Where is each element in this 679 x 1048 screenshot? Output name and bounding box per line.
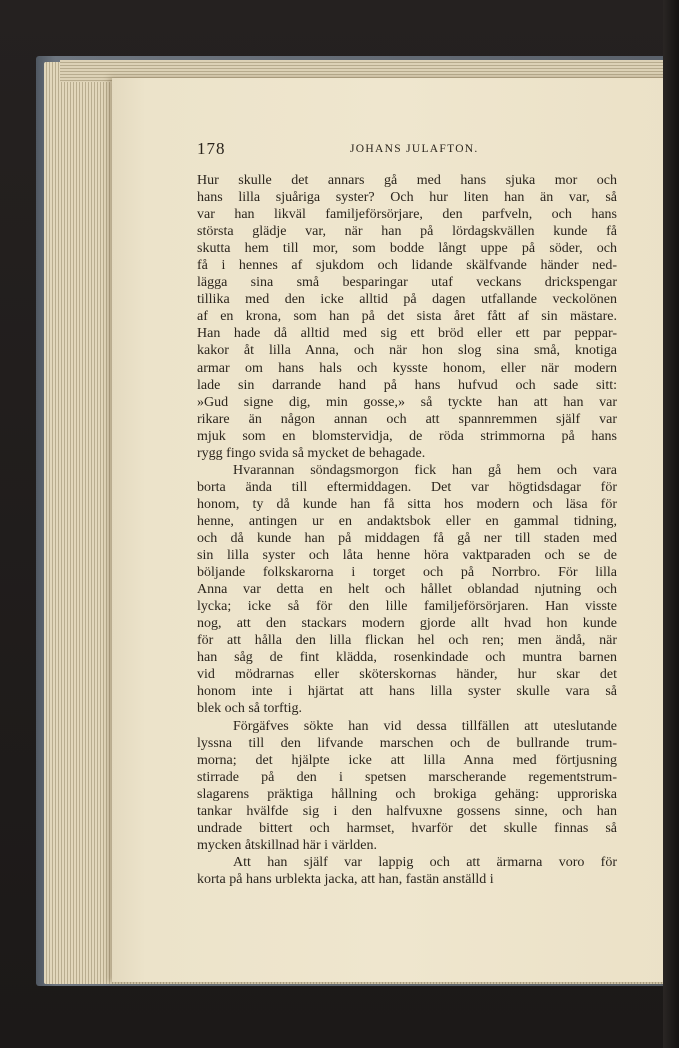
text-line: skutta hem till mor, som bodde långt uppe på söder, och [197, 241, 617, 257]
text-line: lade sin darrande hand på hans hufvud och sade sitt: [197, 377, 617, 393]
text-line: mjuk som en blomstervidja, de röda strimmorna på hans [197, 428, 617, 444]
text-line: korta på hans urblekta jacka, att han, fastän anställd i [197, 871, 494, 887]
text-line: han såg de fint klädda, rosenkindade och muntra barnen [197, 650, 617, 666]
text-line: blek och så torftig. [197, 701, 302, 717]
page-number: 178 [197, 139, 226, 158]
text-line: Hvarannan söndagsmorgon fick han gå hem och vara [233, 462, 617, 478]
text-line: lycka; icke så för den lille familjeförsörjaren. Han visste [197, 599, 617, 615]
text-line: rikare än någon annan och att spannremmen själf var [197, 411, 617, 427]
text-line: rygg fingo svida så mycket de behagade. [197, 445, 426, 461]
text-line: lägga sina små besparingar utaf veckans drickspengar [197, 275, 617, 291]
text-line: Att han själf var lappig och att ärmarna voro för [233, 854, 617, 870]
paragraph [197, 462, 617, 718]
paragraph [197, 718, 617, 854]
text-line: morna; det hjälpte icke att lilla Anna med förtjusning [197, 752, 617, 768]
text-line: tillika med den icke alltid på dagen utfallande veckolönen [197, 292, 617, 308]
text-line: Hur skulle det annars gå med hans sjuka mor och [197, 173, 617, 188]
paragraph [197, 172, 617, 462]
text-line: »Gud signe dig, min gosse,» så tyckte han att han var [197, 394, 617, 410]
text-line: slagarens präktiga hållning och brokiga gehäng: upproriska [197, 786, 617, 802]
page-header [197, 139, 617, 163]
text-line: Förgäfves sökte han vid dessa tillfällen att uteslutande [233, 718, 617, 734]
paragraph [197, 854, 617, 888]
text-line: mycken åtskillnad här i världen. [197, 837, 377, 853]
body-text [197, 172, 617, 888]
running-title: JOHANS JULAFTON. [350, 143, 479, 155]
text-line: henne, antingen ur en andaktsbok eller en gammal tidning, [197, 513, 617, 529]
text-line: största glädje var, när han på lördagskvällen kunde få [197, 224, 617, 240]
background-shadow [663, 0, 679, 1048]
text-line: borta ända till eftermiddagen. Det var högtidsdagar för [197, 479, 617, 495]
text-line: stirrade på den i spetsen marscherande regementstrum- [197, 769, 617, 785]
text-line: hans lilla sjuåriga syster? Och hur liten han än var, så [197, 190, 617, 206]
text-line: kakor åt lilla Anna, och när hon slog sina små, knotiga [197, 343, 617, 359]
text-line: vid mödrarnas eller sköterskornas händer, hur skar det [197, 667, 617, 683]
text-line: Han hade då alltid med sig ett bröd eller ett par peppar- [197, 326, 617, 342]
text-line: undrade bittert och harmset, hvarför det skulle finnas så [197, 820, 617, 836]
text-line: tankar hvälfde sig i den halfvuxne gossens sinne, och han [197, 803, 617, 819]
text-line: honom, ty då kunde han få sitta hos modern och läsa för [197, 496, 617, 512]
text-line: böljande folkskarorna i torget och på Norrbro. För lilla [197, 565, 617, 581]
text-line: nog, att den stackars modern gjorde allt hvad hon kunde [197, 616, 617, 632]
text-line: få i hennes af sjukdom och lidande skälfvande händer ned- [197, 258, 617, 274]
text-line: armar om hans hals och kysste honom, eller när modern [197, 360, 617, 376]
text-line: och då kunde han på middagen få gå ner till staden med [197, 530, 617, 546]
text-line: af en krona, som han på det sista året fått af sin mästare. [197, 309, 617, 325]
text-line: för att hålla den lilla flickan hel och ren; men ändå, när [197, 633, 617, 649]
text-line: sin lilla syster och låta henne höra vaktparaden och se de [197, 548, 617, 564]
text-line: honom inte i hjärtat att hans lilla syster skulle vara så [197, 684, 617, 700]
text-line: var han likväl familjeförsörjare, den parfveln, och hans [197, 207, 617, 223]
text-line: lyssna till den lifvande marschen och de bullrande trum- [197, 735, 617, 751]
text-line: Anna var detta en helt och hållet oblandad njutning och [197, 582, 617, 598]
